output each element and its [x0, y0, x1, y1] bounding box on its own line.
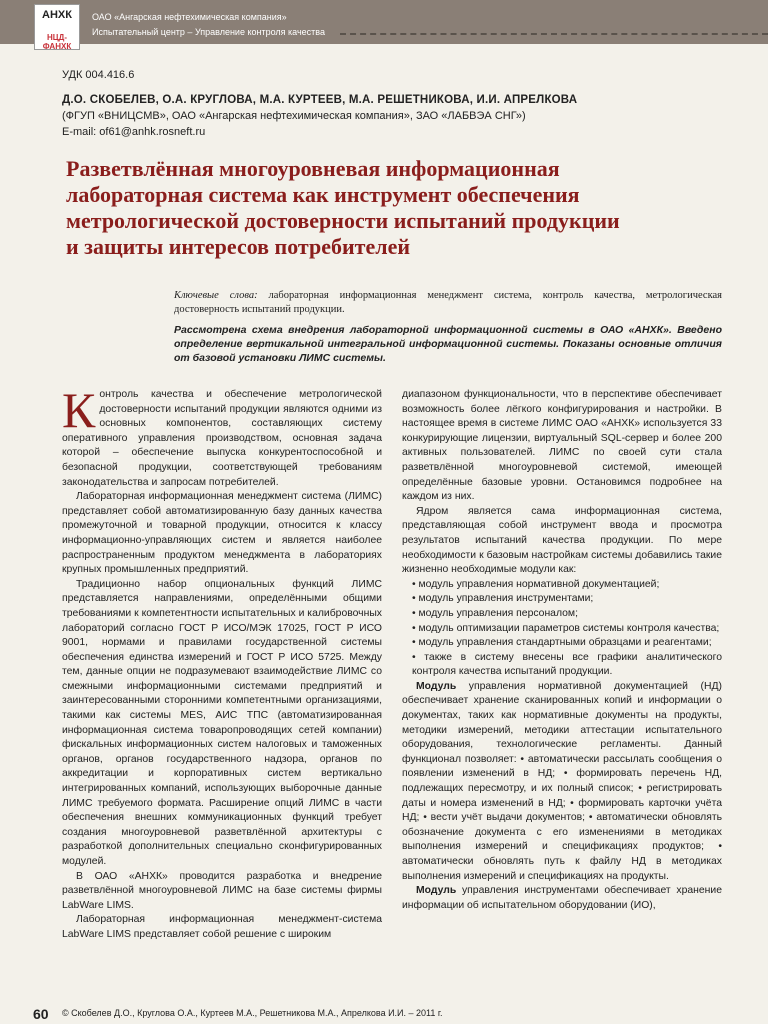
right-column: [402, 388, 722, 913]
paragraph-text: управления инструментами обеспечивает хранение информации об испытательном оборудовании (ИО),: [402, 885, 722, 911]
paragraph: диапазоном функциональности, что в перспективе обеспечивает возможность более лёгкого конфигурирования и настройки. В настоящее время в системе ЛИМС ОАО «АНХК» используется 33 конкурирующие лицензии, виртуальный SQL-сервер и более 200 активных пользователей. ЛИМС по своей сути стала разветвлённой многоуровневой системой, имеющей определённые базовые уровни. Остановимся подробнее на каждом из них.: [402, 389, 722, 503]
authors: Д.О. СКОБЕЛЕВ, О.А. КРУГЛОВА, М.А. КУРТЕЕВ, М.А. РЕШЕТНИКОВА, И.И. АПРЕЛКОВА: [62, 94, 578, 106]
abstract: Рассмотрена схема внедрения лабораторной информационной системы в ОАО «АНХК». Введено определение вертикальной интегральной информационной системы. Показаны основные отличия от базовой установки ЛИМС системы.: [174, 324, 722, 364]
paragraph-text: управления нормативной документацией (НД) обеспечивает хранение сканированных копий и информации о документах, таких как нормативные документы на продукты, методики измерений, методики аттестации испытательного оборудования, технологические регламенты. Данный функционал позволяет: • автоматически рассылать сообщения о появлении изменений в НД; • формировать перечень НД, подлежащих пересмотру, и их полный список; • регистрировать даты и номера изменений в НД; • формировать карточки учёта НД; • вести учёт выдачи документов; • автоматически обновлять обозначение документа с его изменениями в методиках выполнения измерений и спецификациях продуктов; • автоматически обновлять путь к файлу НД в методиках выполнения измерений и спецификациях на продукты.: [402, 680, 722, 882]
page-number: 60: [33, 1006, 49, 1022]
company-logo: [34, 4, 80, 50]
copyright-line: © Скобелев Д.О., Круглова О.А., Куртеев М.А., Решетникова М.А., Апрелкова И.И. – 2011 г.: [62, 1008, 443, 1018]
affiliation: (ФГУП «ВНИЦСМВ», ОАО «Ангарская нефтехимическая компания», ЗАО «ЛАБВЭА СНГ»): [62, 110, 526, 122]
keywords: [174, 289, 722, 317]
udk-code: УДК 004.416.6: [62, 69, 135, 81]
module-term: Модуль: [416, 680, 457, 692]
keywords-label: Ключевые слова:: [174, 290, 258, 301]
list-item: • модуль управления персоналом;: [412, 607, 578, 619]
paragraph: В ОАО «АНХК» проводится разработка и внедрение разветвлённой многоуровневой ЛИМС на базе системы фирмы LabWare LIMS.: [62, 870, 382, 911]
list-item: • также в систему внесены все графики аналитического контроля качества испытаний продукции.: [412, 651, 722, 678]
paragraph: Лабораторная информационная менеджмент система (ЛИМС) представляет собой автоматизированную базу данных качества промежуточной и товарной продукции, относится к классу информационно-управляющих систем и является наиболее распространенным продуктом менеджмента в лабораториях крупных промышленных предприятий.: [62, 491, 382, 576]
header-department: Испытательный центр – Управление контроля качества: [92, 27, 325, 37]
header-divider: [340, 33, 768, 35]
title-line: Разветвлённая многоуровневая информационная: [66, 156, 560, 181]
logo-text: АНХК: [42, 9, 72, 21]
title-line: лабораторная система как инструмент обеспечения: [66, 182, 580, 207]
paragraph: [402, 884, 722, 913]
drop-cap: К: [62, 382, 96, 438]
left-column: [62, 382, 382, 943]
logo-subtext: НЦД-ФАНХК: [42, 33, 72, 51]
paragraph: [402, 680, 722, 884]
list-item: • модуль управления стандартными образцами и реагентами;: [412, 637, 712, 649]
title-line: метрологической достоверности испытаний продукции: [66, 208, 620, 233]
title-line: и защиты интересов потребителей: [66, 234, 411, 259]
header-company-name: ОАО «Ангарская нефтехимическая компания»: [92, 12, 287, 22]
module-term: Модуль: [416, 885, 457, 897]
article-title: [66, 156, 746, 260]
list-item: • модуль управления нормативной документацией;: [412, 578, 660, 590]
list-item: • модуль оптимизации параметров системы контроля качества;: [412, 622, 720, 634]
keywords-text: лабораторная информационная менеджмент система, контроль качества, метрологическая достоверность испытаний продукции.: [174, 290, 722, 315]
list-item: • модуль управления инструментами;: [412, 593, 594, 605]
paragraph: Ядром является сама информационная система, представляющая собой инструмент ввода и просмотра результатов испытаний качества продукции. По мере необходимости к базовым настройкам системы добавились такие жизненно необходимые модули как:: [402, 505, 722, 576]
paragraph: онтроль качества и обеспечение метрологической достоверности испытаний продукции являются одними из основных компонентов, составляющих систему оперативного управления производством, основная задача которой – обеспечение выпуска конкурентоспособной и безопасной продукции, соответствующей требованиям законодательства и запросам потребителей.: [62, 389, 382, 488]
contact-email: E-mail: of61@anhk.rosneft.ru: [62, 126, 206, 138]
paragraph: Традиционно набор опциональных функций ЛИМС представляется направлениями, определёнными общими требованиями к компетентности испытательных и калибровочных лабораторий согласно ГОСТ Р ИСО/МЭК 17025, ГОСТ Р ИСО 9001, нормами и правилами государственной системы обеспечения единства измерений и ГОСТ Р ИСО 5725. Между тем, данные опции не подразумевают взаимодействие ЛИМС со смежными информационными системами предприятий и заинтересованными сторонними компетентными организациями, такими как системы MES, АИС ТПС (автоматизированная информационная система товаропроводящих сетей компании) фискальных информационных систем налоговых и таможенных органов, органов государственного надзора, органов по аккредитации и корпоративных систем вертикально интегрированных компаний, использующих выборочные данные ЛИМС требуемого формата. Расширение опций ЛИМС в части обеспечения внешних коммуникационных функций требует создания многоуровневой разветвлённой архитектуры с разработкой дополнительных специально сконфигурированных модулей.: [62, 578, 382, 867]
paragraph: Лабораторная информационная менеджмент-система LabWare LIMS представляет собой решение с широким: [62, 914, 382, 940]
